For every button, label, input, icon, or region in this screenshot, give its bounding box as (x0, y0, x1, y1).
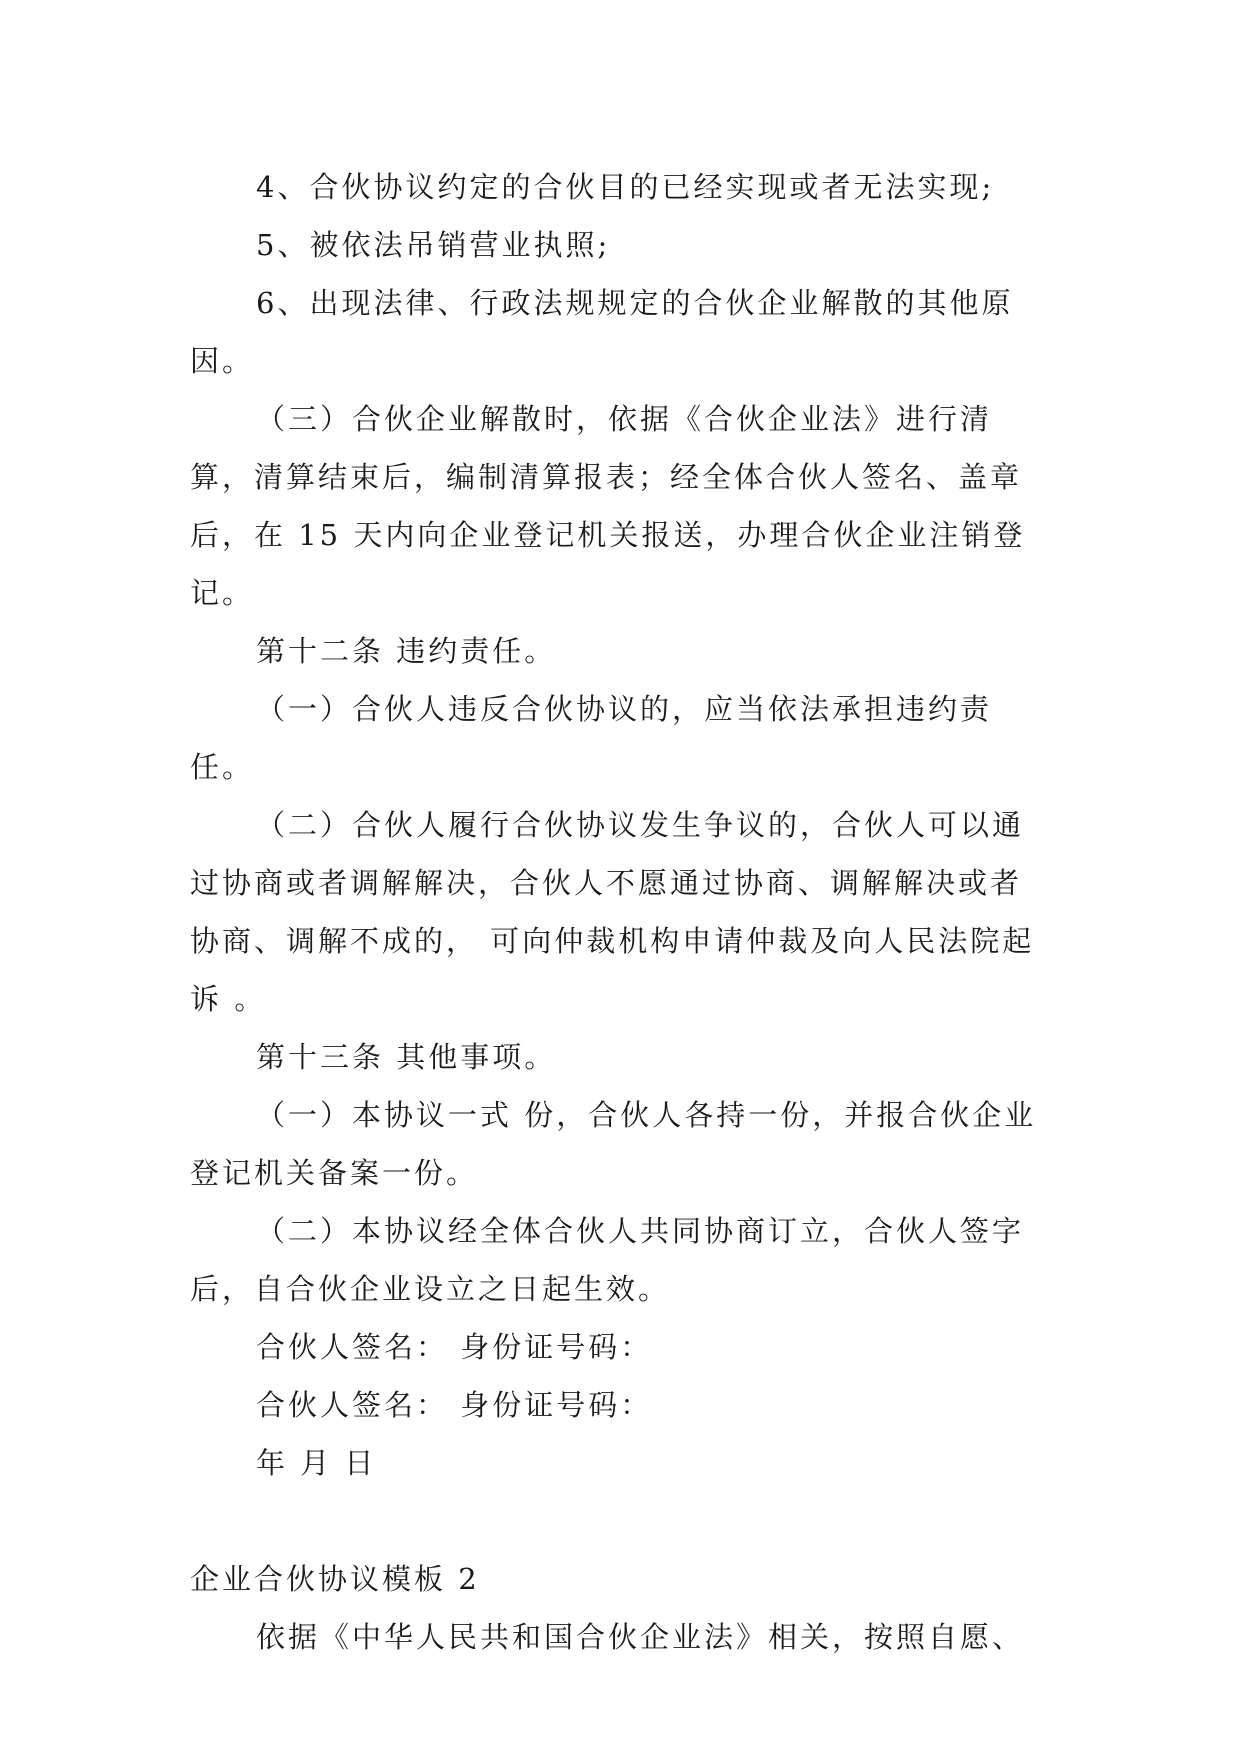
article-12-item-2: （二）合伙人履行合伙协议发生争议的，合伙人可以通过协商或者调解解决，合伙人不愿通过协商、调解解决或者协商、调解不成的， 可向仲裁机构申请仲裁及向人民法院起诉 。 (190, 808, 1035, 1016)
article-13-item-1: （一）本协议一式 份，合伙人各持一份，并报合伙企业登记机关备案一份。 (190, 1098, 1037, 1190)
document-body (190, 158, 1050, 1666)
blank-gap (190, 1492, 1050, 1550)
paragraph-liquidation: （三）合伙企业解散时，依据《合伙企业法》进行清算，清算结束后，编制清算报表；经全体合伙人签名、盖章后，在 15 天内向企业登记机关报送，办理合伙企业注销登记。 (190, 402, 1026, 610)
signature-line-1: 合伙人签名： 身份证号码： (256, 1330, 653, 1364)
closing-paragraph: 依据《中华人民共和国合伙企业法》相关，按照自愿、 (256, 1620, 1025, 1654)
article-12-item-1: （一）合伙人违反合伙协议的，应当依法承担违约责任。 (190, 692, 993, 784)
article-12-heading: 第十二条 违约责任。 (256, 634, 557, 668)
paragraph-clause-4: 4、合伙协议约定的合伙目的已经实现或者无法实现; (256, 170, 995, 204)
article-13-heading: 第十三条 其他事项。 (256, 1040, 557, 1074)
section-title: 企业合伙协议模板 2 (190, 1562, 480, 1596)
paragraph-clause-5: 5、被依法吊销营业执照; (256, 228, 611, 262)
paragraph-clause-6: 6、出现法律、行政法规规定的合伙企业解散的其他原因。 (190, 286, 1014, 378)
article-13-item-2: （二）本协议经全体合伙人共同协商订立，合伙人签字后，自合伙企业设立之日起生效。 (190, 1214, 1025, 1306)
date-line: 年 月 日 (256, 1446, 377, 1480)
signature-line-2: 合伙人签名： 身份证号码： (256, 1388, 653, 1422)
